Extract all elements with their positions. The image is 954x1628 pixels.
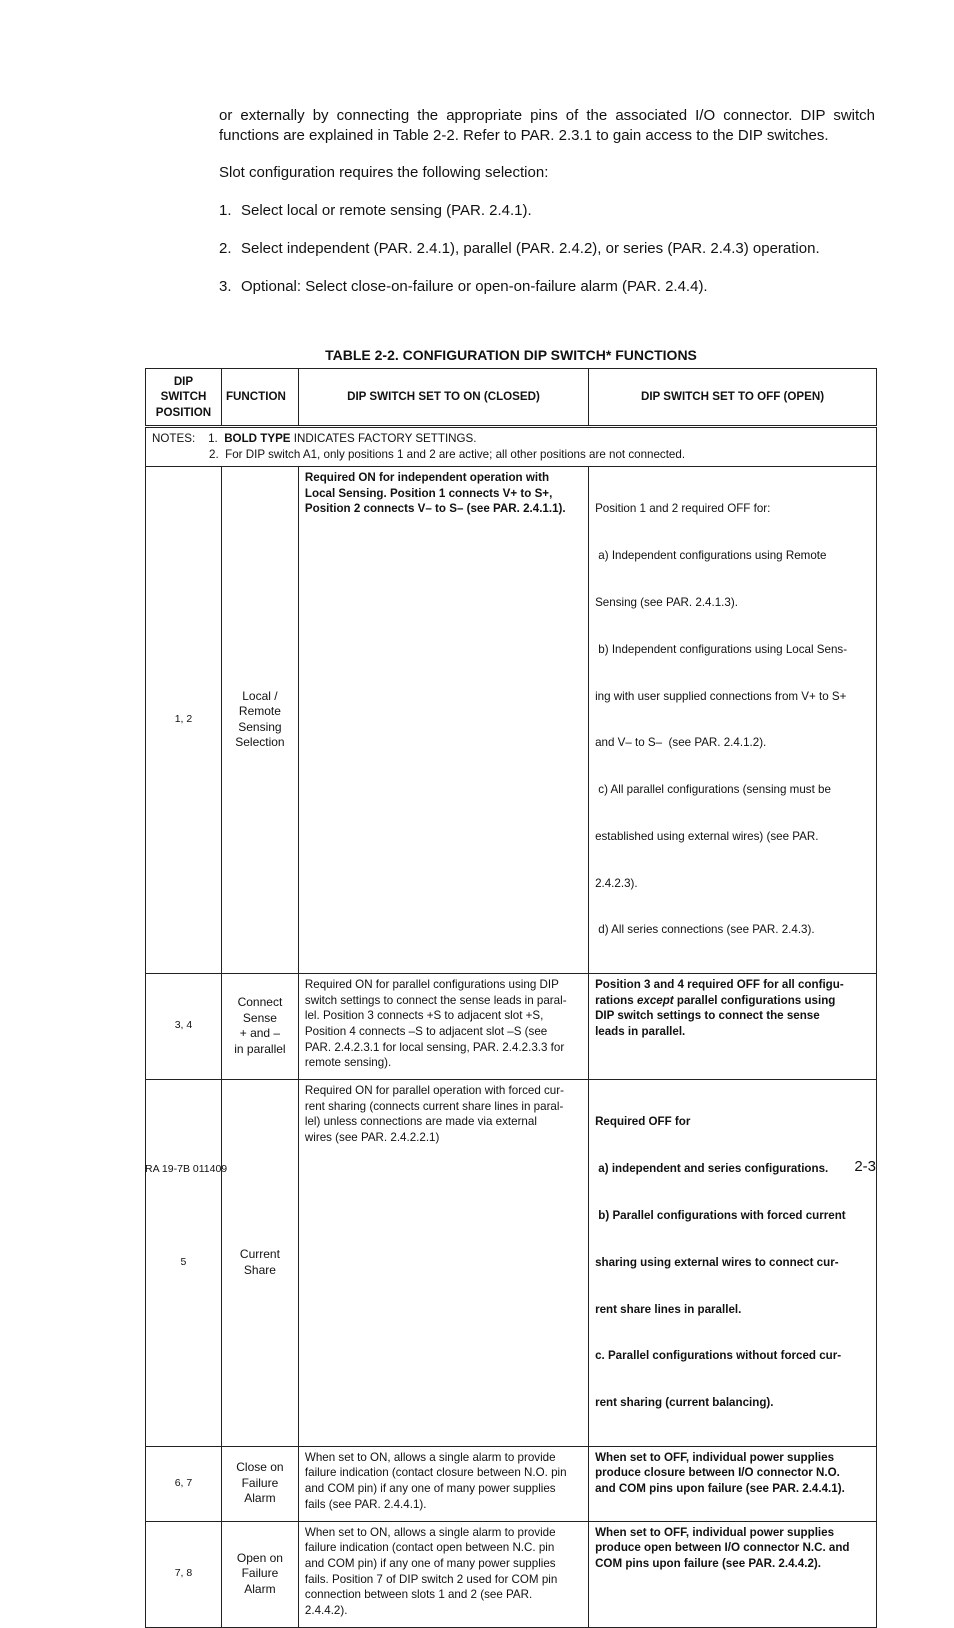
table-row bbox=[146, 1446, 877, 1521]
step-item: 1. Select local or remote sensing (PAR. 2.4.1). bbox=[219, 202, 532, 219]
function-cell: Current Share bbox=[221, 1080, 298, 1447]
on-cell: Required ON for parallel operation with forced cur- rent sharing (connects current share lines in paral- lel) unless connections are made via external wires (see PAR. 2.4.2.2.1) bbox=[298, 1080, 588, 1447]
on-cell: Required ON for independent operation with Local Sensing. Position 1 connects V+ to S+, Position 2 connects V– to S– (see PAR. 2.4.1.1). bbox=[298, 467, 588, 974]
step-item: 3. Optional: Select close-on-failure or open-on-failure alarm (PAR. 2.4.4). bbox=[219, 278, 708, 295]
intro-paragraph-2: Slot configuration requires the following selection: bbox=[219, 164, 549, 181]
notes-row bbox=[146, 427, 877, 467]
position-cell: 5 bbox=[146, 1080, 222, 1447]
on-cell: When set to ON, allows a single alarm to provide failure indication (contact open between N.C. pin and COM pin) if any one of many power supplies fails. Position 7 of DIP switch 2 used for COM pin connection between slots 1 and 2 (see PAR. 2.4.4.2). bbox=[298, 1521, 588, 1627]
header-on: DIP SWITCH SET TO ON (CLOSED) bbox=[298, 369, 588, 427]
position-cell: 6, 7 bbox=[146, 1446, 222, 1521]
header-position: DIP SWITCH POSITION bbox=[146, 369, 222, 427]
dip-switch-table bbox=[145, 368, 877, 1628]
function-cell: Local / Remote Sensing Selection bbox=[221, 467, 298, 974]
selection-steps bbox=[219, 201, 875, 297]
step-item: 2. Select independent (PAR. 2.4.1), parallel (PAR. 2.4.2), or series (PAR. 2.4.3) operation. bbox=[219, 240, 820, 257]
off-cell: When set to OFF, individual power supplies produce open between I/O connector N.C. and COM pins upon failure (see PAR. 2.4.4.2). bbox=[589, 1521, 877, 1627]
intro-paragraph: or externally by connecting the appropriate pins of the associated I/O connector. DIP switch functions are explained in Table 2-2. Refer to PAR. 2.3.1 to gain access to the DIP switches. bbox=[219, 107, 875, 144]
off-cell: When set to OFF, individual power supplies produce closure between I/O connector N.O. and COM pins upon failure (see PAR. 2.4.4.1). bbox=[589, 1446, 877, 1521]
document-id: RA 19-7B 011409 bbox=[145, 1163, 228, 1175]
position-cell: 3, 4 bbox=[146, 974, 222, 1080]
header-off: DIP SWITCH SET TO OFF (OPEN) bbox=[589, 369, 877, 427]
notes-cell: NOTES: 1. BOLD TYPE INDICATES FACTORY SETTINGS. 2. For DIP switch A1, only positions 1 and 2 are active; all other positions are not connected. bbox=[146, 427, 877, 467]
off-cell: Position 1 and 2 required OFF for: a) Independent configurations using Remote Sensing (see PAR. 2.4.1.3). b) Independent configurations using Local Sens- ing with user supplied connections from V+ to S+ and V– to S– (see PAR. 2.4.1.2). c) All parallel configurations (sensing must be established using external wires) (see PAR. 2.4.2.3). d) All series connections (see PAR. 2.4.3). bbox=[589, 467, 877, 974]
header-function: FUNCTION bbox=[221, 369, 298, 427]
table-row bbox=[146, 974, 877, 1080]
position-cell: 7, 8 bbox=[146, 1521, 222, 1627]
function-cell: Connect Sense + and – in parallel bbox=[221, 974, 298, 1080]
intro-text bbox=[219, 106, 875, 297]
table-title: TABLE 2-2. CONFIGURATION DIP SWITCH* FUNCTIONS bbox=[325, 347, 697, 363]
table-row bbox=[146, 467, 877, 974]
function-cell: Close on Failure Alarm bbox=[221, 1446, 298, 1521]
off-cell: Position 3 and 4 required OFF for all configu- rations except parallel configurations using DIP switch settings to connect the sense leads in parallel. bbox=[589, 974, 877, 1080]
on-cell: Required ON for parallel configurations using DIP switch settings to connect the sense leads in paral- lel. Position 3 connects +S to adjacent slot +S, Position 4 connects –S to adjacent slot –S (see PAR. 2.4.2.3.1 for local sensing, PAR. 2.4.2.3.3 for remote sensing). bbox=[298, 974, 588, 1080]
page-number: 2-3 bbox=[854, 1158, 876, 1175]
on-cell: When set to ON, allows a single alarm to provide failure indication (contact closure between N.O. pin and COM pin) if any one of many power supplies fails (see PAR. 2.4.4.1). bbox=[298, 1446, 588, 1521]
position-cell: 1, 2 bbox=[146, 467, 222, 974]
table-row bbox=[146, 1080, 877, 1447]
function-cell: Open on Failure Alarm bbox=[221, 1521, 298, 1627]
off-cell: Required OFF for a) independent and series configurations. b) Parallel configurations with forced current sharing using external wires to connect cur- rent share lines in parallel. c. Parallel configurations without forced cur- rent sharing (current balancing). bbox=[589, 1080, 877, 1447]
table-row bbox=[146, 1521, 877, 1627]
table-header-row bbox=[146, 369, 877, 427]
